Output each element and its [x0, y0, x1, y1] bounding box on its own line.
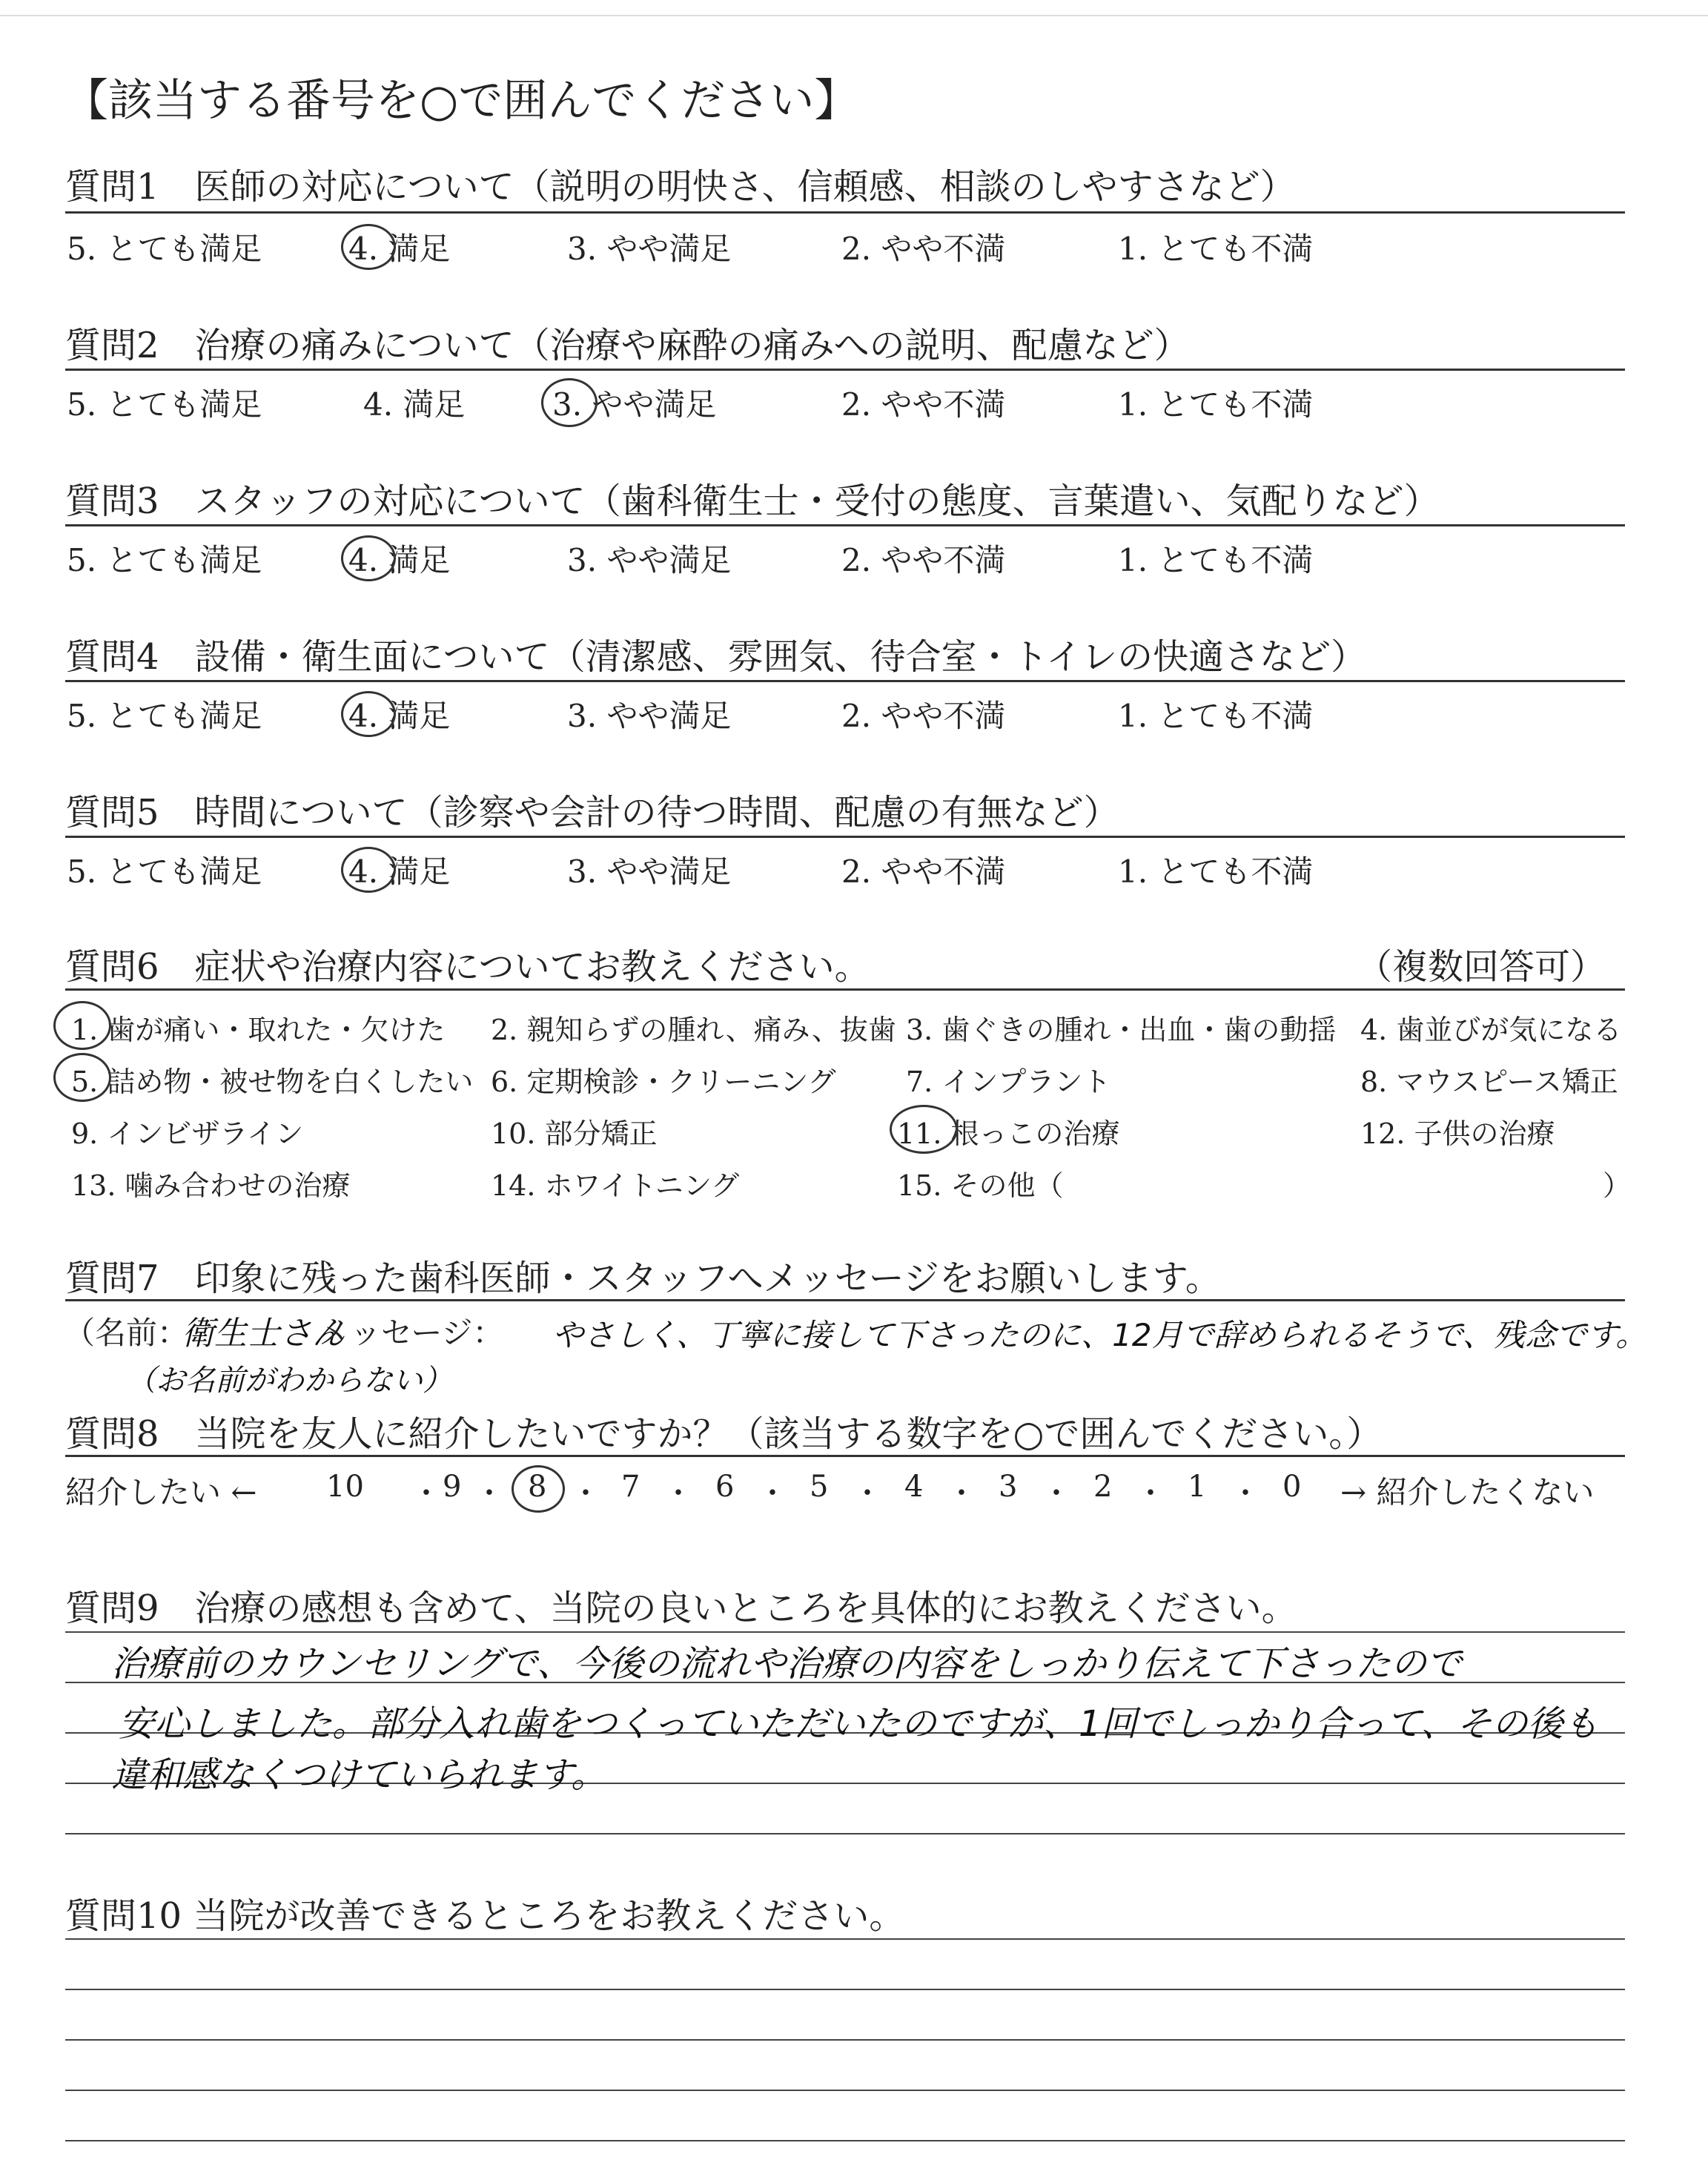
q5-option-3[interactable]: 3. やや満足 [567, 853, 732, 890]
q5-selection-circle [341, 847, 396, 893]
q6-option-12[interactable]: 12. 子供の治療 [1360, 1117, 1555, 1150]
q6-option-6[interactable]: 6. 定期検診・クリーニング [491, 1066, 836, 1098]
q3-option-3[interactable]: 3. やや満足 [567, 542, 732, 578]
q9-line-5 [65, 1833, 1625, 1834]
q8-selection-circle [512, 1465, 565, 1513]
q2-option-4[interactable]: 4. 満足 [363, 386, 466, 423]
q8-title: 質問8 当院を友人に紹介したいですか？（該当する数字を○で囲んでください。） [65, 1413, 1383, 1455]
q1-option-1[interactable]: 1. とても不満 [1118, 231, 1314, 267]
q4-option-1[interactable]: 1. とても不満 [1118, 698, 1314, 734]
q1-rule [65, 211, 1625, 214]
q8-value-6[interactable]: 6 [715, 1470, 735, 1504]
q7-name-note: （お名前がわからない） [126, 1364, 452, 1398]
q6-title: 質問6 症状や治療内容についてお教えください。 [65, 946, 870, 988]
q8-value-7[interactable]: 7 [621, 1470, 640, 1504]
q7-name-value[interactable]: 衛生士さん [182, 1315, 345, 1353]
q2-option-2[interactable]: 2. やや不満 [841, 386, 1006, 423]
q8-rule [65, 1455, 1625, 1457]
q5-rule [65, 836, 1625, 838]
q3-rule [65, 524, 1625, 526]
q6-option-3[interactable]: 3. 歯ぐきの腫れ・出血・歯の動揺 [906, 1014, 1337, 1046]
q6-option-2[interactable]: 2. 親知らずの腫れ、痛み、抜歯 [491, 1014, 896, 1046]
q8-separator: ・ [663, 1476, 693, 1510]
q1-option-5[interactable]: 5. とても満足 [67, 231, 262, 267]
q6-selection-circle-5 [53, 1053, 111, 1102]
scan-top-edge [0, 15, 1708, 16]
q3-selection-circle [341, 535, 396, 581]
q7-message-value[interactable]: やさしく、丁寧に接して下さったのに、12月で辞められるそうで、残念です。 [552, 1317, 1647, 1353]
q4-option-4[interactable]: 4. 満足 [348, 698, 451, 734]
q8-separator: ・ [1136, 1476, 1165, 1510]
q10-line-1 [65, 1938, 1625, 1940]
q6-selection-circle-11 [890, 1105, 958, 1154]
q9-answer-line-2[interactable]: 安心しました。部分入れ歯をつくっていただいたのですが、1回でしっかり合って、その後も [119, 1703, 1599, 1745]
q4-selection-circle [341, 691, 396, 737]
q6-option-4[interactable]: 4. 歯並びが気になる [1360, 1014, 1622, 1046]
q6-selection-circle-1 [53, 1001, 111, 1050]
q3-option-5[interactable]: 5. とても満足 [67, 542, 262, 578]
q4-option-3[interactable]: 3. やや満足 [567, 698, 732, 734]
q1-title: 質問1 医師の対応について（説明の明快さ、信頼感、相談のしやすさなど） [65, 166, 1296, 208]
q1-selection-circle [341, 224, 396, 270]
q6-rule [65, 988, 1625, 991]
q8-separator: ・ [947, 1476, 976, 1510]
q6-option-8[interactable]: 8. マウスピース矯正 [1360, 1066, 1618, 1098]
q8-separator: ・ [1231, 1476, 1260, 1510]
q9-line-1 [65, 1631, 1625, 1633]
q7-name-label: （名前： [64, 1315, 189, 1351]
q9-title: 質問9 治療の感想も含めて、当院の良いところを具体的にお教えください。 [65, 1588, 1297, 1629]
q8-value-8[interactable]: 8 [528, 1470, 547, 1504]
q5-option-5[interactable]: 5. とても満足 [67, 853, 262, 890]
q1-option-4[interactable]: 4. 満足 [348, 231, 451, 267]
q6-option-15[interactable]: 15. その他（ [897, 1169, 1064, 1202]
q4-option-5[interactable]: 5. とても満足 [67, 698, 262, 734]
q9-answer-line-1[interactable]: 治療前のカウンセリングで、今後の流れや治療の内容をしっかり伝えて下さったので [111, 1643, 1463, 1685]
q7-rule [65, 1299, 1625, 1301]
q2-selection-circle [541, 378, 598, 427]
q8-separator: ・ [1042, 1476, 1071, 1510]
q3-option-2[interactable]: 2. やや不満 [841, 542, 1006, 578]
q3-title: 質問3 スタッフの対応について（歯科衛生士・受付の態度、言葉遣い、気配りなど） [65, 480, 1440, 522]
q8-separator: ・ [571, 1476, 600, 1510]
q2-rule [65, 369, 1625, 371]
q6-option-7[interactable]: 7. インプラント [906, 1066, 1111, 1098]
q5-option-4[interactable]: 4. 満足 [348, 853, 451, 890]
page-title: 【該当する番号を○で囲んでください】 [64, 75, 859, 127]
q5-option-2[interactable]: 2. やや不満 [841, 853, 1006, 890]
q9-answer-line-3[interactable]: 違和感なくつけていられます。 [111, 1754, 607, 1796]
q6-option-10[interactable]: 10. 部分矯正 [491, 1117, 658, 1150]
q4-rule [65, 680, 1625, 682]
q7-title: 質問7 印象に残った歯科医師・スタッフへメッセージをお願いします。 [65, 1258, 1221, 1299]
q2-option-3[interactable]: 3. やや満足 [552, 386, 717, 423]
q6-option-11[interactable]: 11. 根っこの治療 [897, 1117, 1120, 1150]
q6-option-5[interactable]: 5. 詰め物・被せ物を白くしたい [71, 1066, 474, 1098]
q8-separator: ・ [853, 1476, 882, 1510]
q7-message-label: メッセージ： [319, 1315, 504, 1351]
q3-option-4[interactable]: 4. 満足 [348, 542, 451, 578]
q8-left-label: 紹介したい ← [65, 1474, 257, 1510]
q4-title: 質問4 設備・衛生面について（清潔感、雰囲気、待合室・トイレの快適さなど） [65, 636, 1367, 678]
q6-option-1[interactable]: 1. 歯が痛い・取れた・欠けた [71, 1014, 446, 1046]
q8-value-5[interactable]: 5 [810, 1470, 829, 1504]
q2-option-5[interactable]: 5. とても満足 [67, 386, 262, 423]
q2-title: 質問2 治療の痛みについて（治療や麻酔の痛みへの説明、配慮など） [65, 325, 1190, 366]
q8-value-3[interactable]: 3 [999, 1470, 1018, 1504]
q2-option-1[interactable]: 1. とても不満 [1118, 386, 1314, 423]
q8-value-4[interactable]: 4 [904, 1470, 924, 1504]
q6-option-9[interactable]: 9. インビザライン [71, 1117, 304, 1150]
q5-option-1[interactable]: 1. とても不満 [1118, 853, 1314, 890]
q4-option-2[interactable]: 2. やや不満 [841, 698, 1006, 734]
q8-separator: ・ [758, 1476, 787, 1510]
q8-value-0[interactable]: 0 [1282, 1470, 1302, 1504]
q10-title: 質問10 当院が改善できるところをお教えください。 [65, 1895, 905, 1937]
q8-separator: ・ [474, 1476, 504, 1510]
q8-separator: ・ [411, 1476, 441, 1510]
q8-value-9[interactable]: 9 [443, 1470, 462, 1504]
q10-line-2 [65, 1989, 1625, 1990]
q6-option-13[interactable]: 13. 噛み合わせの治療 [71, 1169, 351, 1202]
q1-option-2[interactable]: 2. やや不満 [841, 231, 1006, 267]
q10-line-3 [65, 2039, 1625, 2041]
q6-multiple-note: （複数回答可） [1357, 946, 1606, 988]
q6-option-15-close: ） [1603, 1169, 1632, 1202]
q6-option-14[interactable]: 14. ホワイトニング [491, 1169, 740, 1202]
q1-option-3[interactable]: 3. やや満足 [567, 231, 732, 267]
q8-value-2[interactable]: 2 [1093, 1470, 1113, 1504]
q3-option-1[interactable]: 1. とても不満 [1118, 542, 1314, 578]
q8-value-10[interactable]: 10 [326, 1470, 364, 1504]
q10-line-5 [65, 2140, 1625, 2141]
q5-title: 質問5 時間について（診察や会計の待つ時間、配慮の有無など） [65, 792, 1119, 833]
q8-right-label: → 紹介したくない [1340, 1474, 1595, 1510]
q10-line-4 [65, 2090, 1625, 2091]
q8-value-1[interactable]: 1 [1188, 1470, 1207, 1504]
